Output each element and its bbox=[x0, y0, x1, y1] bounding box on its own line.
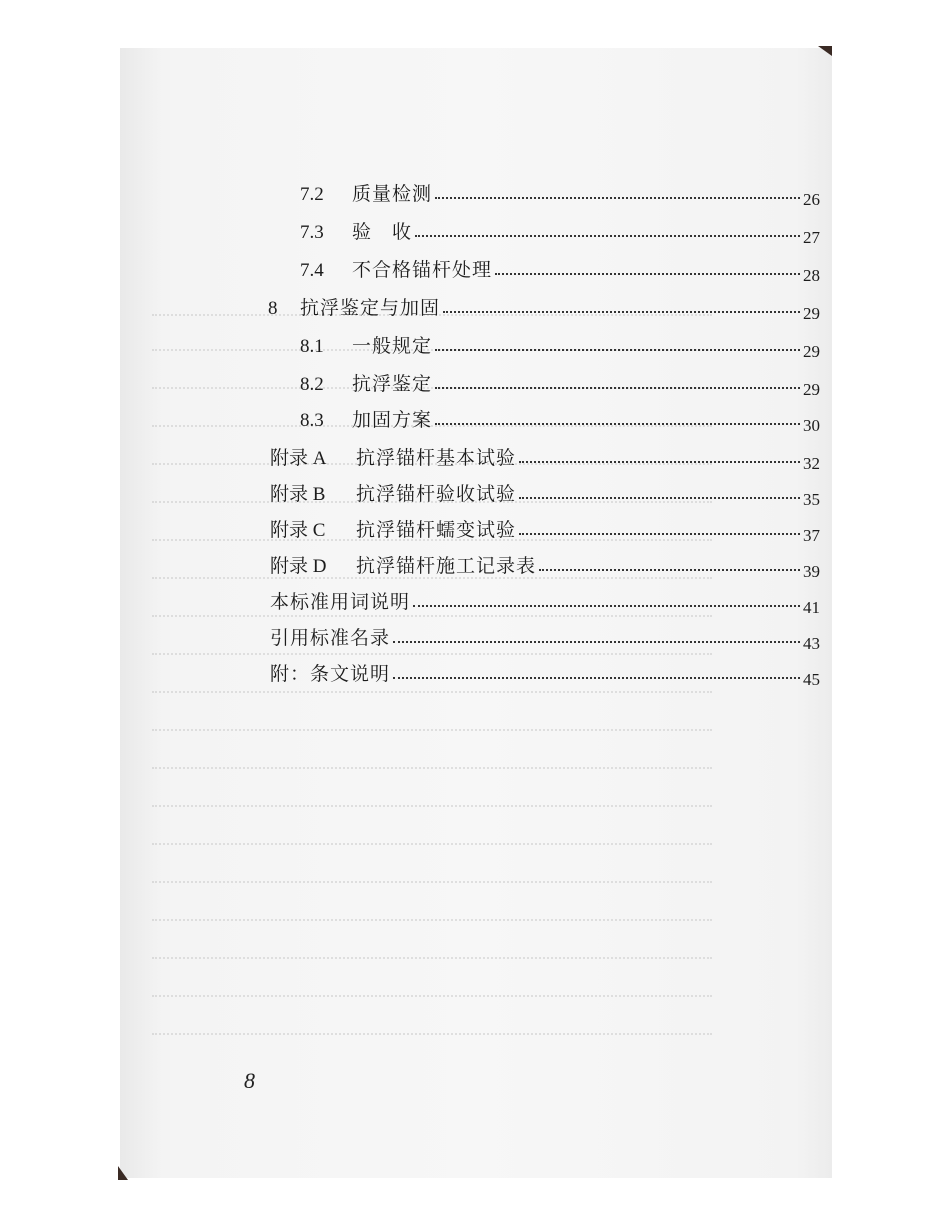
toc-entry-number: 8.1 bbox=[300, 336, 324, 357]
toc-entry-number: 附录 A bbox=[270, 448, 327, 469]
toc-entry-title: 抗浮锚杆验收试验 bbox=[356, 483, 517, 505]
toc-entry-title: 抗浮锚杆蠕变试验 bbox=[356, 519, 517, 541]
toc-entry-7-4[interactable] bbox=[300, 252, 820, 285]
toc-entry-page: 29 bbox=[803, 342, 820, 361]
toc-entry-title: 质量检测 bbox=[352, 183, 433, 205]
toc-entry-appendix-c[interactable] bbox=[270, 512, 820, 545]
toc-entry-page: 32 bbox=[803, 454, 820, 473]
toc-entry-8-3[interactable] bbox=[300, 402, 820, 435]
leader-dots bbox=[519, 460, 800, 463]
toc-entry-title: 引用标准名录 bbox=[270, 627, 391, 649]
leader-dots bbox=[435, 386, 800, 389]
toc-entry-page: 27 bbox=[803, 228, 820, 247]
toc-entry-7-3[interactable] bbox=[300, 214, 820, 247]
toc-entry-title: 附：条文说明 bbox=[270, 663, 391, 685]
leader-dots bbox=[539, 568, 800, 571]
leader-dots bbox=[435, 422, 800, 425]
toc-entry-title: 抗浮锚杆施工记录表 bbox=[356, 555, 537, 577]
toc-entry-page: 26 bbox=[803, 190, 820, 209]
toc-entry-page: 37 bbox=[803, 526, 820, 545]
toc-entry-number: 附录 C bbox=[270, 520, 326, 541]
toc-entry-number: 7.4 bbox=[300, 260, 324, 281]
leader-dots bbox=[443, 310, 800, 313]
leader-dots bbox=[495, 272, 800, 275]
toc-entry-number: 8.3 bbox=[300, 410, 324, 431]
page-corner-mark bbox=[118, 1166, 128, 1180]
toc-entry-page: 39 bbox=[803, 562, 820, 581]
toc-entry-cited-standards[interactable] bbox=[270, 620, 820, 653]
toc-entry-article-notes[interactable] bbox=[270, 656, 820, 689]
toc-entry-title: 验 收 bbox=[352, 221, 413, 243]
toc-entry-page: 45 bbox=[803, 670, 820, 689]
page-number: 8 bbox=[244, 1068, 255, 1093]
toc-entry-title: 抗浮鉴定 bbox=[352, 373, 433, 395]
toc-entry-number: 8.2 bbox=[300, 374, 324, 395]
leader-dots bbox=[519, 496, 800, 499]
toc-entry-page: 35 bbox=[803, 490, 820, 509]
toc-entry-title: 一般规定 bbox=[352, 335, 433, 357]
leader-dots bbox=[519, 532, 800, 535]
toc-entry-page: 29 bbox=[803, 304, 820, 323]
toc-entry-title: 加固方案 bbox=[352, 409, 433, 431]
toc-entry-page: 29 bbox=[803, 380, 820, 399]
leader-dots bbox=[393, 640, 800, 643]
toc-entry-appendix-b[interactable] bbox=[270, 476, 820, 509]
toc-entry-page: 41 bbox=[803, 598, 820, 617]
toc-entry-appendix-d[interactable] bbox=[270, 548, 820, 581]
toc-entry-8[interactable] bbox=[268, 290, 820, 323]
toc-entry-number: 附录 D bbox=[270, 556, 327, 577]
leader-dots bbox=[393, 676, 800, 679]
toc-entry-title: 不合格锚杆处理 bbox=[352, 259, 493, 281]
toc-entry-title: 抗浮鉴定与加固 bbox=[300, 297, 441, 319]
toc-entry-8-1[interactable] bbox=[300, 328, 820, 361]
toc-entry-title: 本标准用词说明 bbox=[270, 591, 411, 613]
toc-entry-number: 附录 B bbox=[270, 484, 326, 505]
toc-entry-8-2[interactable] bbox=[300, 366, 820, 399]
toc-entry-7-2[interactable] bbox=[300, 176, 820, 209]
leader-dots bbox=[435, 196, 800, 199]
leader-dots bbox=[413, 604, 800, 607]
toc-entry-number: 8 bbox=[268, 298, 278, 319]
page-corner-mark bbox=[818, 46, 832, 56]
toc-entry-terms-explanation[interactable] bbox=[270, 584, 820, 617]
toc-entry-page: 43 bbox=[803, 634, 820, 653]
toc-entry-page: 28 bbox=[803, 266, 820, 285]
toc-entry-page: 30 bbox=[803, 416, 820, 435]
toc-entry-appendix-a[interactable] bbox=[270, 440, 820, 473]
table-of-contents bbox=[120, 48, 832, 1178]
leader-dots bbox=[435, 348, 800, 351]
leader-dots bbox=[415, 234, 800, 237]
toc-entry-number: 7.2 bbox=[300, 184, 324, 205]
toc-entry-number: 7.3 bbox=[300, 222, 324, 243]
toc-entry-title: 抗浮锚杆基本试验 bbox=[356, 447, 517, 469]
book-page bbox=[120, 48, 832, 1178]
